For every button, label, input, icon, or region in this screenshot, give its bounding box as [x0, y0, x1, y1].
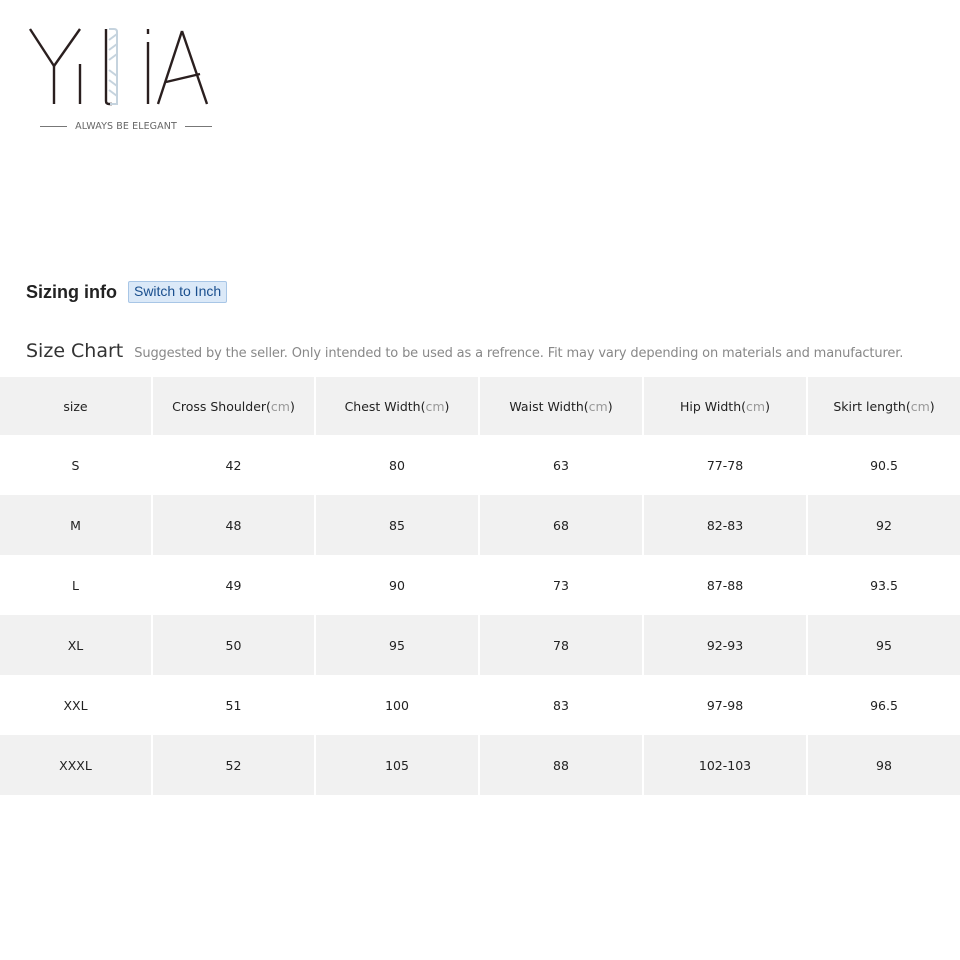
brand-tagline: ALWAYS BE ELEGANT	[75, 121, 177, 132]
cell-chest-width: 95	[316, 615, 480, 675]
column-header-skirt-length: Skirt length( cm )	[808, 377, 960, 435]
cell-cross-shoulder: 51	[153, 675, 316, 735]
size-chart-header	[26, 340, 903, 362]
divider	[185, 126, 212, 127]
cell-size: XXL	[0, 675, 153, 735]
cell-skirt-length: 92	[808, 495, 960, 555]
column-header-chest-width: Chest Width( cm )	[316, 377, 480, 435]
table-row	[0, 555, 960, 615]
cell-skirt-length: 95	[808, 615, 960, 675]
cell-hip-width: 102-103	[644, 735, 808, 795]
cell-chest-width: 105	[316, 735, 480, 795]
column-header-cross-shoulder: Cross Shoulder( cm )	[153, 377, 316, 435]
table-row	[0, 495, 960, 555]
table-row	[0, 435, 960, 495]
cell-skirt-length: 93.5	[870, 577, 898, 593]
table-row	[0, 735, 960, 795]
cell-cross-shoulder: 42	[153, 435, 316, 495]
table-row	[0, 675, 960, 735]
cell-chest-width: 100	[316, 675, 480, 735]
cell-chest-width: 80	[316, 435, 480, 495]
cell-size: L	[0, 555, 153, 615]
cell-cross-shoulder: 50	[153, 615, 316, 675]
column-header-hip-width: Hip Width( cm )	[644, 377, 808, 435]
cell-size: XL	[0, 615, 153, 675]
cell-size: S	[0, 435, 153, 495]
cell-hip-width: 82-83	[644, 495, 808, 555]
cell-waist-width: 73	[480, 555, 644, 615]
divider	[40, 126, 67, 127]
size-chart-title: Size Chart	[26, 340, 124, 362]
cell-skirt-length: 90.5	[870, 457, 898, 473]
cell-skirt-length: 96.5	[870, 697, 898, 713]
sizing-info-header	[26, 281, 227, 303]
cell-size: XXXL	[0, 735, 153, 795]
cell-cross-shoulder: 48	[153, 495, 316, 555]
cell-skirt-length: 98	[808, 735, 960, 795]
brand-tagline-row	[40, 121, 212, 132]
size-chart-note: Suggested by the seller. Only intended to be used as a refrence. Fit may vary depending on materials and manufacturer.	[134, 346, 904, 361]
cell-waist-width: 83	[480, 675, 644, 735]
cell-chest-width: 85	[316, 495, 480, 555]
cell-hip-width: 92-93	[644, 615, 808, 675]
cell-hip-width: 97-98	[644, 675, 808, 735]
cell-waist-width: 68	[480, 495, 644, 555]
cell-waist-width: 88	[480, 735, 644, 795]
size-table	[0, 377, 960, 795]
sizing-info-title: Sizing info	[26, 281, 117, 302]
brand-logo	[24, 22, 224, 137]
table-header-row	[0, 377, 960, 435]
cell-hip-width: 77-78	[644, 435, 808, 495]
column-header-waist-width: Waist Width( cm )	[480, 377, 644, 435]
switch-to-inch-button[interactable]: Switch to Inch	[128, 281, 227, 303]
cell-hip-width: 87-88	[644, 555, 808, 615]
column-header-size: size	[0, 377, 153, 435]
cell-waist-width: 63	[480, 435, 644, 495]
cell-cross-shoulder: 49	[153, 555, 316, 615]
cell-chest-width: 90	[316, 555, 480, 615]
cell-waist-width: 78	[480, 615, 644, 675]
cell-size: M	[0, 495, 153, 555]
cell-cross-shoulder: 52	[153, 735, 316, 795]
table-row	[0, 615, 960, 675]
